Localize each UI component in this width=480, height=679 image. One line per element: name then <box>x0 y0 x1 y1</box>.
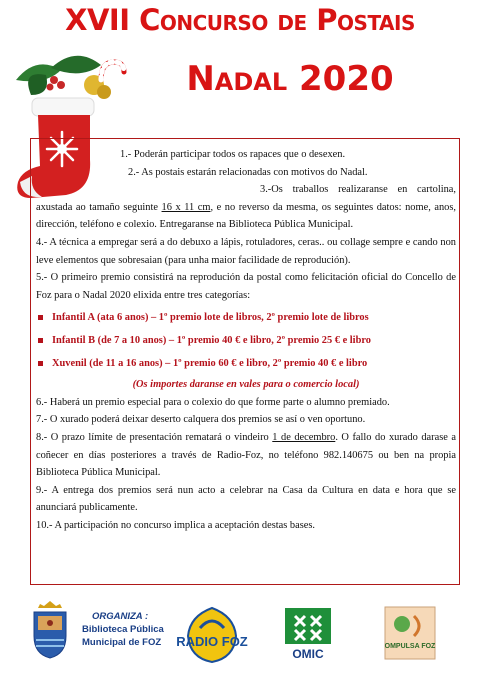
poster-title-line1: XVII Concurso de Postais <box>65 3 415 37</box>
prize-infantil-b: Infantil B (de 7 a 10 anos) – 1º premio 40 € e libro, 2º premio 25 € e libro <box>36 332 456 350</box>
footer-sponsors <box>0 596 480 679</box>
bullet-icon <box>38 315 43 320</box>
prize-infantil-a: Infantil A (ata 6 anos) – 1º premio lote de libros, 2º premio lote de libros <box>36 309 456 327</box>
rule-10: 10.- A participación no concurso implica a aceptación destas bases. <box>36 519 316 531</box>
poster-title-line2: Nadal 2020 <box>186 59 394 99</box>
bullet-icon <box>38 361 43 366</box>
radio-foz-logo-icon <box>176 606 248 664</box>
omic-logo-text: OMIC <box>292 647 324 661</box>
rules-text <box>36 146 456 534</box>
rule-5: 5.- O primeiro premio consistirá na reprodución da postal como felicitación oficial do Concello de Foz para o Nadal 2020 elixida entre tres categorías: <box>36 272 456 301</box>
rule-1: 1.- Poderán participar todos os rapaces que o desexen. <box>120 149 346 160</box>
rule-8: 8.- O prazo límite de presentación rematará o vindeiro 1 de decembro. O fallo do xurado darase a coñecer en días posteriores a través de Radio-Foz, no teléfono 982.140675 ou ben na propia Biblioteca Pública Municipal. <box>36 431 456 479</box>
organiza-heading: ORGANIZA : <box>92 611 149 622</box>
rule-2: 2.- As postais estarán relacionadas con motivos do Nadal. <box>128 166 368 178</box>
ompulsa-logo-text: OMPULSA FOZ <box>384 643 436 650</box>
rule-3: 3.-Os traballos realizaranse en cartolina, axustada ao tamaño seguinte 16 x 11 cm, e no reverso da mesma, os seguintes datos: nome, anos, dirección, teléfono e colexio. Entregaranse na Biblioteca Pública Municipal. <box>36 184 456 231</box>
prize-xuvenil: Xuvenil (de 11 a 16 anos) – 1º premio 60 € e libro, 2º premio 40 € e libro <box>36 355 456 373</box>
rule-7: 7.- O xurado poderá deixar deserto calquera dos premios se así o ven oportuno. <box>36 414 366 426</box>
rule-9: 9.- A entrega dos premios será nun acto a celebrar na Casa da Cultura en data e hora que se anunciará publicamente. <box>36 484 456 514</box>
radio-logo-text: RADIO FOZ <box>176 634 248 649</box>
bullet-icon <box>38 338 43 343</box>
omic-logo-icon <box>283 606 333 662</box>
rule-4: 4.- A técnica a empregar será a do debuxo a lápis, rotuladores, ceras.. ou collage sempre e cando non leve elementos que sobresaian (para unha maior facilidade de reprodución). <box>36 236 456 266</box>
foz-coat-of-arms-icon <box>30 600 70 660</box>
organizer-line2: Municipal de FOZ <box>82 637 162 648</box>
organizer-line1: Biblioteca Pública <box>82 624 164 635</box>
ompulsa-foz-logo-icon <box>384 606 436 660</box>
prize-note: (Os importes daranse en vales para o comercio local) <box>132 379 360 391</box>
rule-6: 6.- Haberá un premio especial para o colexio do que forme parte o alumno premiado. <box>36 396 390 408</box>
rule-3-size: 16 x 11 cm <box>161 201 211 213</box>
deadline-date: 1 de decembro <box>272 431 336 443</box>
organizer-label <box>82 610 164 649</box>
